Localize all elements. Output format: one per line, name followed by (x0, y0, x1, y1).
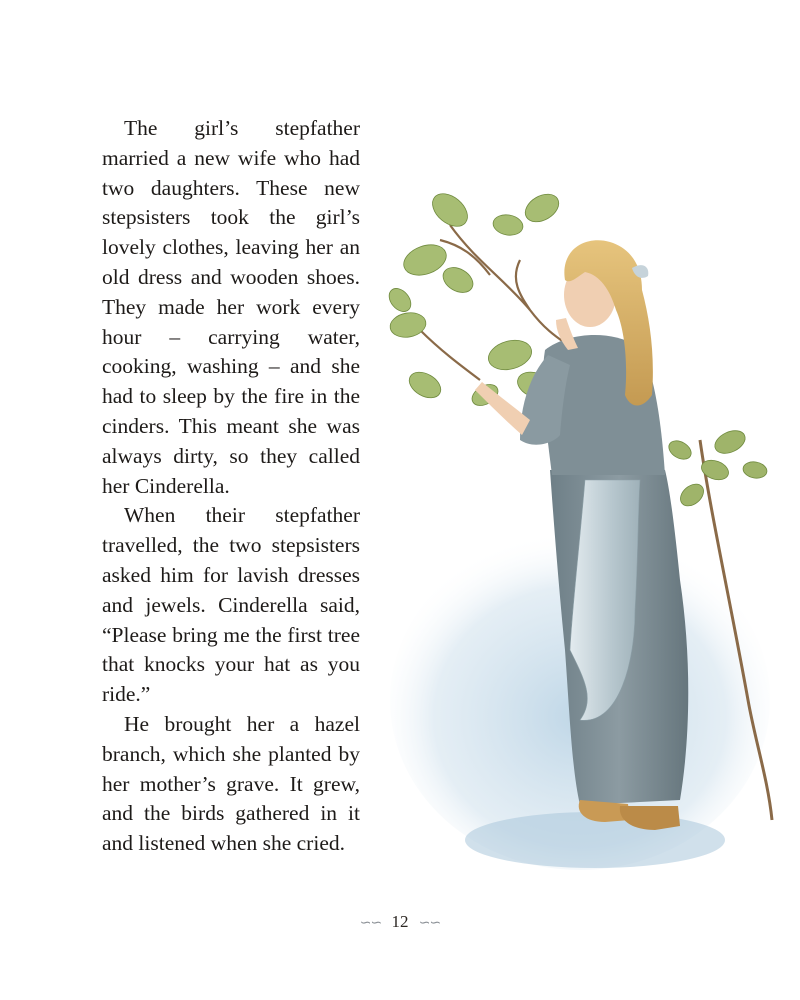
ornament-left-icon: ∽∽ (359, 916, 382, 931)
story-text (102, 114, 360, 859)
paragraph-3: He brought her a hazel branch, which she planted by her mother’s grave. It grew, and the birds gathered in it and listened when she cried. (102, 711, 360, 856)
right-leaves (666, 426, 769, 510)
paragraph-2: When their stepfather travelled, the two stepsisters asked him for lavish dresses and jewels. Cinderella said, “Please bring me the first tree that knocks your hat as you ride.” (102, 503, 360, 707)
cinderella-illustration (380, 180, 780, 880)
ornament-right-icon: ∽∽ (418, 916, 441, 931)
page-number-footer (0, 912, 800, 932)
paragraph-1: The girl’s stepfather married a new wife who had two daughters. These new stepsisters took the girl’s lovely clothes, leaving her an old dress and wooden shoes. They made her work every hour – carrying water, cooking, washing – and she had to sleep by the fire in the cinders. This meant she was always dirty, so they called her Cinderella. (102, 116, 360, 498)
page-number: 12 (391, 912, 409, 931)
